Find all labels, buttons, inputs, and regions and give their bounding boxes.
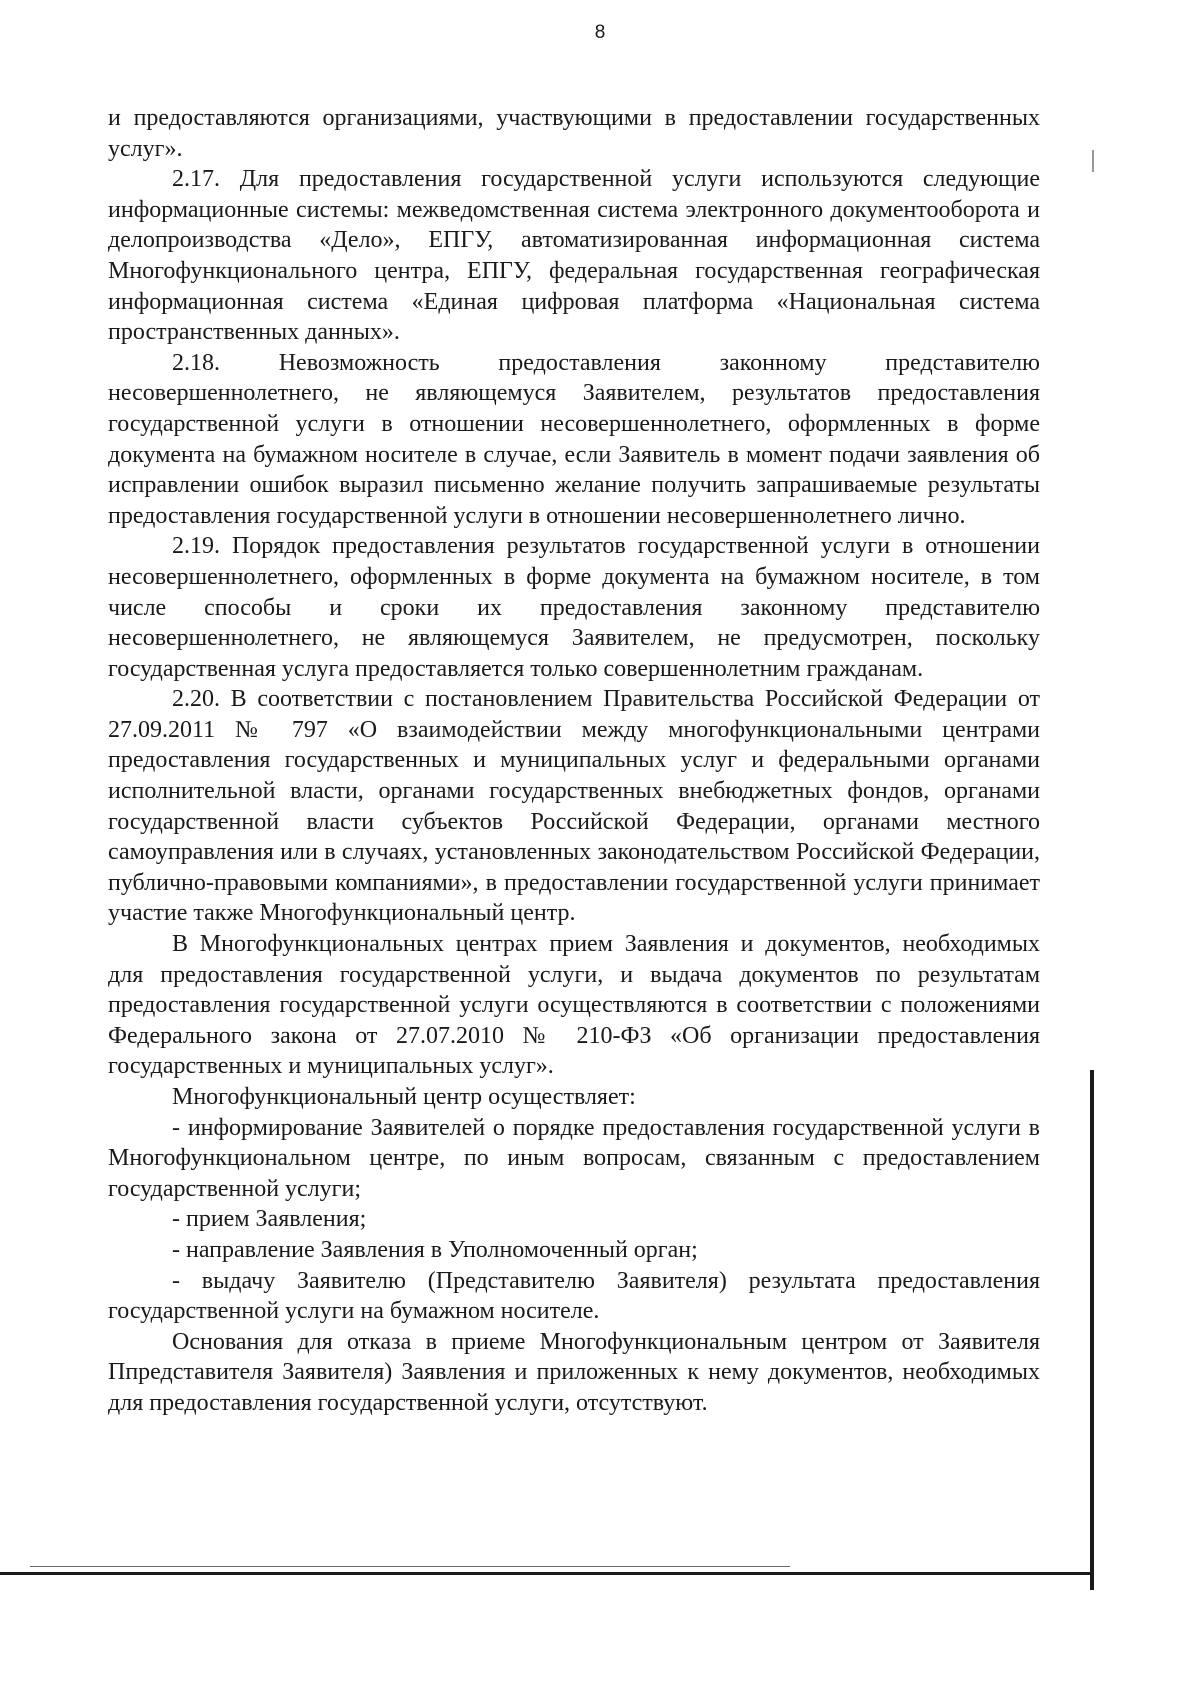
- list-item-reception: - прием Заявления;: [172, 1206, 367, 1233]
- paragraph-2-17: 2.17. Для предоставления государственной услуги используются следующие информационные системы: межведомственная система электронного документооборота и делопроизводства «Дело», ЕПГУ, автоматизированная информационная система Многофункционального центра, ЕПГУ, федеральная государственная географическая информационная система «Единая цифровая платформа «Национальная система пространственных данных».: [108, 166, 1040, 346]
- paragraph-mfc-performs: Многофункциональный центр осуществляет:: [172, 1084, 636, 1110]
- list-item-informing: - информирование Заявителей о порядке предоставления государственной услуги в Многофункциональном центре, по иным вопросам, связанным с предоставлением государственной услуги;: [108, 1114, 1040, 1202]
- paragraph-2-19: 2.19. Порядок предоставления результатов государственной услуги в отношении несовершеннолетнего, оформленных в форме документа на бумажном носителе, в том числе способы и сроки их предоставления законному представителю несовершеннолетнего, не являющемуся Заявителем, не предусмотрен, поскольку государственная услуга предоставляется только совершеннолетним гражданам.: [108, 533, 1040, 682]
- scan-edge-line-bottom: [0, 1572, 1094, 1575]
- paragraph-continuation: и предоставляются организациями, участвующими в предоставлении государственных услуг».: [108, 105, 1040, 162]
- scan-margin-tick: [1092, 150, 1094, 172]
- page-number: 8: [594, 22, 606, 43]
- document-body: [108, 103, 1040, 1419]
- paragraph-2-18: 2.18. Невозможность предоставления законному представителю несовершеннолетнего, не являющемуся Заявителем, результатов предоставления государственной услуги в отношении несовершеннолетнего, оформленных в форме документа на бумажном носителе в случае, если Заявитель в момент подачи заявления об исправлении ошибок выразил письменно желание получить запрашиваемые результаты предоставления государственной услуги в отношении несовершеннолетнего лично.: [108, 349, 1040, 529]
- paragraph-mfc-reception: В Многофункциональных центрах прием Заявления и документов, необходимых для предоставления государственной услуги, и выдача документов по результатам предоставления государственной услуги осуществляются в соответствии с положениями Федерального закона от 27.07.2010 № 210-ФЗ «Об организации предоставления государственных и муниципальных услуг».: [108, 931, 1040, 1080]
- list-item-forwarding: - направление Заявления в Уполномоченный орган;: [172, 1236, 698, 1263]
- scan-edge-line-bottom-thin: [30, 1566, 790, 1567]
- list-item-issuance: - выдачу Заявителю (Представителю Заявителя) результата предоставления государственной услуги на бумажном носителе.: [108, 1267, 1040, 1325]
- scan-edge-line-right: [1090, 1070, 1094, 1590]
- paragraph-refusal-grounds: Основания для отказа в приеме Многофункциональным центром от Заявителя Ппредставителя Заявителя) Заявления и приложенных к нему документов, необходимых для предоставления государственной услуги, отсутствуют.: [108, 1328, 1040, 1416]
- paragraph-2-20: 2.20. В соответствии с постановлением Правительства Российской Федерации от 27.09.2011 № 797 «О взаимодействии между многофункциональными центрами предоставления государственных и муниципальных услуг и федеральными органами исполнительной власти, органами государственных внебюджетных фондов, органами государственной власти субъектов Российской Федерации, органами местного самоуправления или в случаях, установленных законодательством Российской Федерации, публично-правовыми компаниями», в предоставлении государственной услуги принимает участие также Многофункциональный центр.: [108, 686, 1040, 927]
